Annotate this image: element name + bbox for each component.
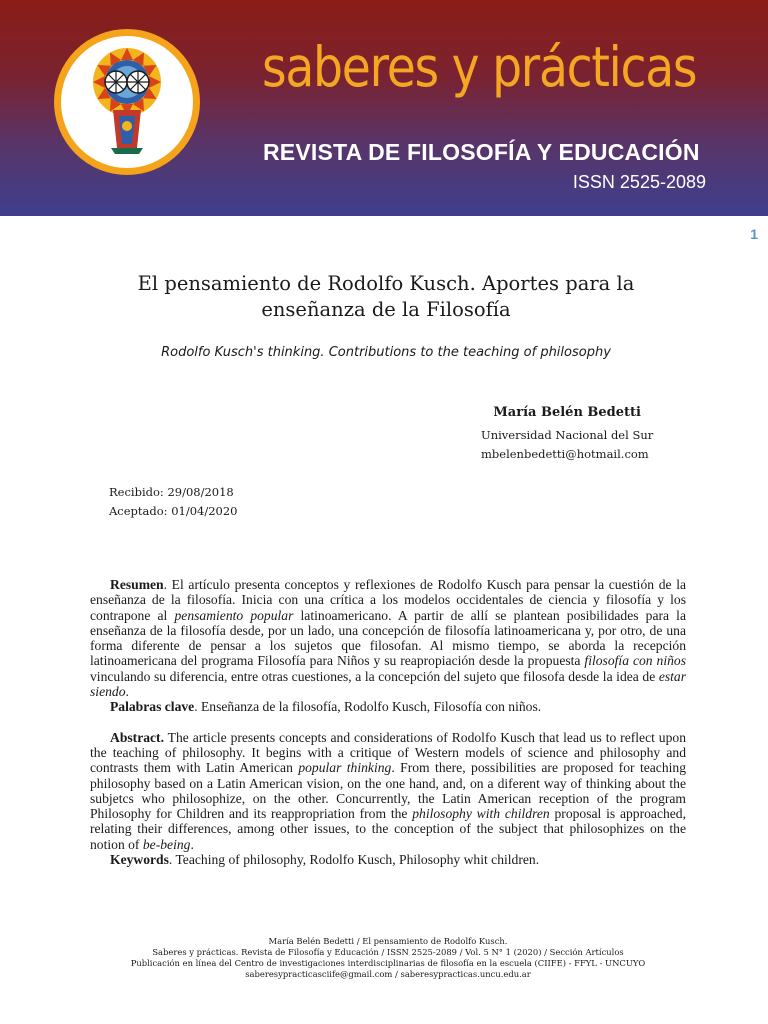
abstract-emphasis: be-being <box>142 836 191 852</box>
page-footer <box>90 936 686 980</box>
abstract-text: . <box>190 836 194 852</box>
accepted-date: Aceptado: 01/04/2020 <box>109 504 238 518</box>
keywords-english <box>90 852 686 867</box>
author-name: María Belén Bedetti <box>493 405 641 420</box>
abstract-english-label: Abstract. <box>110 729 164 745</box>
abstract-emphasis: philosophy with children <box>412 806 550 822</box>
page-number: 1 <box>750 226 758 242</box>
keywords-text: . Teaching of philosophy, Rodolfo Kusch, Philosophy whit children. <box>168 852 540 868</box>
keywords-spanish <box>90 699 686 714</box>
abstract-emphasis: pensamiento popular <box>174 607 294 623</box>
footer-contact[interactable]: saberesypracticasciife@gmail.com / saberesypracticas.uncu.edu.ar <box>245 969 531 979</box>
abstract-english <box>90 730 686 852</box>
abstract-text: latinoamericano. A partir de allí se plantean posibilidades para la enseñanza de la filosofía desde, por un lado, una concepción de filosofía latinoamericana y, por otro, de una forma diferente de pensar a los sujetos que filosofan. Al mismo tiempo, se aborda la recepción latinoamericana del programa Filosofía para Niños y su reapropiación desde la propuesta <box>90 607 686 669</box>
journal-title: saberes y prácticas <box>262 35 697 99</box>
stylized-tree-flower-logo-icon <box>61 36 193 168</box>
abstract-emphasis: estar siendo <box>90 668 686 700</box>
received-date: Recibido: 29/08/2018 <box>109 485 234 499</box>
abstract-text: . El artículo presenta conceptos y reflexiones de Rodolfo Kusch para pensar la cuestión de la enseñanza de la filosofía. Inicia con una crítica a los modelos occidentales de ciencia y filosofía y los contrapone al <box>90 577 686 623</box>
abstract-text: The article presents concepts and considerations of Rodolfo Kusch that lead us to reflect upon the teaching of philosophy. It begins with a critique of Western models of science and philosophy and contrasts them with Latin American <box>90 729 686 776</box>
abstract-text: proposal is approached, relating their differences, among other issues, to the conception of the subject that philosophizes on the notion of <box>90 806 687 852</box>
author-email[interactable]: mbelenbedetti@hotmail.com <box>481 447 649 461</box>
abstracts-section <box>90 577 686 867</box>
footer-publisher: Publicación en línea del Centro de investigaciones interdisciplinarias de filosofía en la escuela (CIIFE) - FFYL - UNCUYO <box>130 958 646 968</box>
keywords-english-label: Keywords <box>110 852 169 868</box>
submission-dates <box>109 483 238 521</box>
abstract-emphasis: filosofía con niños <box>584 653 686 669</box>
author-affiliation: Universidad Nacional del Sur <box>481 428 654 442</box>
journal-logo <box>54 29 200 175</box>
article-subtitle-english: Rodolfo Kusch's thinking. Contributions to the teaching of philosophy <box>161 345 611 360</box>
abstract-text: . <box>125 684 129 700</box>
footer-citation-journal: Saberes y prácticas. Revista de Filosofía y Educación / ISSN 2525-2089 / Vol. 5 N° 1 (2020) / Sección Artículos <box>152 947 624 957</box>
journal-subtitle: REVISTA DE FILOSOFÍA Y EDUCACIÓN <box>263 139 700 165</box>
footer-citation-author: María Belén Bedetti / El pensamiento de Rodolfo Kusch. <box>268 936 508 946</box>
abstract-emphasis: popular thinking <box>298 760 392 776</box>
abstract-spanish <box>90 577 686 699</box>
abstract-spanish-label: Resumen <box>110 577 164 592</box>
keywords-text: . Enseñanza de la filosofía, Rodolfo Kusch, Filosofía con niños. <box>194 699 542 715</box>
abstract-text: vinculando su diferencia, entre otras cuestiones, a la concepción del sujeto que filosofa desde la idea de <box>90 668 659 684</box>
keywords-spanish-label: Palabras clave <box>110 699 195 715</box>
journal-header-banner <box>0 0 768 216</box>
journal-issn: ISSN 2525-2089 <box>572 172 706 192</box>
abstract-text: . From there, possibilities are proposed for teaching philosophy based on a Latin American vision, on the one hand, and, on a diferent way of thinking about the subjetcs who philosophize, on the other. Concurrently, the Latin American reception of the program Philosophy for Children and its reappropriation from the <box>90 760 686 822</box>
article-title: El pensamiento de Rodolfo Kusch. Aportes para la enseñanza de la Filosofía <box>137 272 635 321</box>
